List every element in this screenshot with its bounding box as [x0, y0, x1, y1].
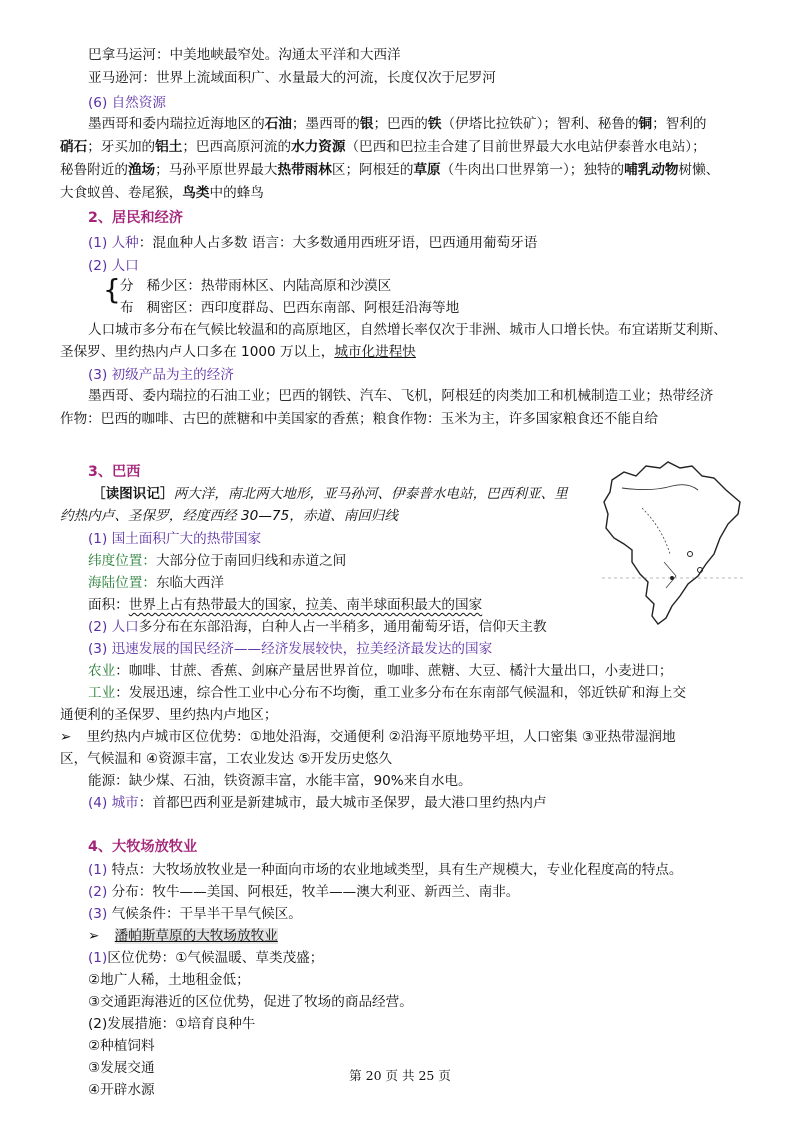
text-line: (1)区位优势：①气候温暖、草类茂盛； [88, 950, 324, 966]
text-line: (1) 特点：大牧场放牧业是一种面向市场的农业地域类型，具有生产规模大，专业化程度高的特点。 [88, 862, 683, 878]
text-line: (2) 分布：牧牛——美国、阿根廷，牧羊——澳大利亚、新西兰、南非。 [88, 884, 520, 900]
text-line: ➢ 里约热内卢城市区位优势：①地处沿海，交通便利 ②沿海平原地势平坦，人口密集 ③亚热带湿润地 [60, 729, 676, 745]
page-footer: 第 20 页 共 25 页 [349, 1068, 451, 1083]
text-line: ②种植饲料 [88, 1038, 155, 1054]
text-line: 人口城市多分布在气候比较温和的高原地区，自然增长率仅次于非洲、城市人口增长快。布宜诺斯艾利斯、 [88, 322, 727, 338]
text-line: 大食蚁兽、卷尾猴，鸟类中的蜂鸟 [60, 185, 264, 201]
text-line: 约热内卢、圣保罗，经度西经 30—75，赤道、南回归线 [60, 508, 398, 524]
text-line: 能源：缺少煤、石油，铁资源丰富，水能丰富，90%来自水电。 [88, 773, 472, 789]
text-line: ③交通距海港近的区位优势，促进了牧场的商品经营。 [88, 994, 413, 1010]
section-heading: 2、居民和经济 [88, 210, 183, 226]
text-line: ②地广人稀，土地租金低； [88, 972, 250, 988]
text-line: 纬度位置：大部分位于南回归线和赤道之间 [88, 553, 347, 569]
text-line: 布 稠密区：西印度群岛、巴西东南部、阿根廷沿海等地 [120, 300, 460, 316]
text-line: ➢ 潘帕斯草原的大牧场放牧业 [88, 928, 278, 944]
text-line: 海陆位置：东临大西洋 [88, 575, 224, 591]
text-line: (4) 城市：首都巴西利亚是新建城市，最大城市圣保罗，最大港口里约热内卢 [88, 795, 547, 811]
text-line: 农业：咖啡、甘蔗、香蕉、剑麻产量居世界首位，咖啡、蔗糖、大豆、橘汁大量出口，小麦进口； [88, 663, 673, 679]
text-line: 墨西哥、委内瑞拉的石油工业；巴西的钢铁、汽车、飞机，阿根廷的肉类加工和机械制造工业；热带经济 [88, 388, 714, 404]
text-line: 分 稀少区：热带雨林区、内陆高原和沙漠区 [120, 278, 392, 294]
bullet-arrow-icon: ➢ [88, 928, 100, 944]
section-heading: 3、巴西 [88, 464, 141, 480]
text-line: 秘鲁附近的渔场；马孙平原世界最大热带雨林区；阿根廷的草原（牛肉出口世界第一）；独特的哺乳动物树懒、 [60, 162, 720, 178]
subheading: (3) 初级产品为主的经济 [88, 367, 234, 383]
text-line: ［读图识记］两大洋，南北两大地形，亚马孙河、伊泰普水电站，巴西利亚、里 [92, 486, 568, 502]
text-line: (2) 人口 [88, 258, 139, 274]
text-line: 巴拿马运河：中美地峡最窄处。沟通太平洋和大西洋 [88, 47, 401, 63]
brazil-map-image [602, 458, 744, 628]
brace-icon: { [103, 273, 121, 306]
text-line: (2) 人口多分布在东部沿海，白种人占一半稍多，通用葡萄牙语，信仰天主教 [88, 619, 547, 635]
subheading: (1) 国土面积广大的热带国家 [88, 531, 262, 547]
text-line: ③发展交通 [88, 1060, 155, 1076]
text-line: 区，气候温和 ④资源丰富，工农业发达 ⑤开发历史悠久 [60, 751, 393, 767]
bullet-arrow-icon: ➢ [60, 729, 72, 745]
text-line: ④开辟水源 [88, 1082, 155, 1098]
text-line: 面积：世界上占有热带最大的国家，拉美、南半球面积最大的国家 [88, 597, 483, 613]
subheading: (3) 迅速发展的国民经济——经济发展较快，拉美经济最发达的国家 [88, 641, 493, 657]
text-line: 通便利的圣保罗、里约热内卢地区； [60, 707, 278, 723]
text-line: 墨西哥和委内瑞拉近海地区的石油；墨西哥的银；巴西的铁（伊塔比拉铁矿）；智利、秘鲁的铜；智利的 [88, 116, 707, 132]
text-line: (1) 人种：混血种人占多数 语言：大多数通用西班牙语，巴西通用葡萄牙语 [88, 235, 538, 251]
text-line: (3) 气候条件：干旱半干旱气候区。 [88, 906, 302, 922]
text-line: 圣保罗、里约热内卢人口多在 1000 万以上，城市化进程快 [60, 344, 416, 360]
text-line: (2)发展措施：①培育良种牛 [88, 1016, 256, 1032]
text-line: 作物：巴西的咖啡、古巴的蔗糖和中美国家的香蕉；粮食作物：玉米为主，许多国家粮食还不能自给 [60, 411, 659, 427]
text-line: 工业：发展迅速，综合性工业中心分布不均衡，重工业多分布在东南部气候温和，邻近铁矿和海上交 [88, 685, 687, 701]
text-line: 硝石；牙买加的铝土；巴西高原河流的水力资源（巴西和巴拉圭合建了目前世界最大水电站伊泰普水电站）； [60, 139, 706, 155]
text-line: 亚马逊河：世界上流域面积广、水量最大的河流，长度仅次于尼罗河 [88, 70, 496, 86]
section-heading: 4、大牧场放牧业 [88, 839, 198, 855]
subheading: (6) 自然资源 [88, 95, 166, 111]
